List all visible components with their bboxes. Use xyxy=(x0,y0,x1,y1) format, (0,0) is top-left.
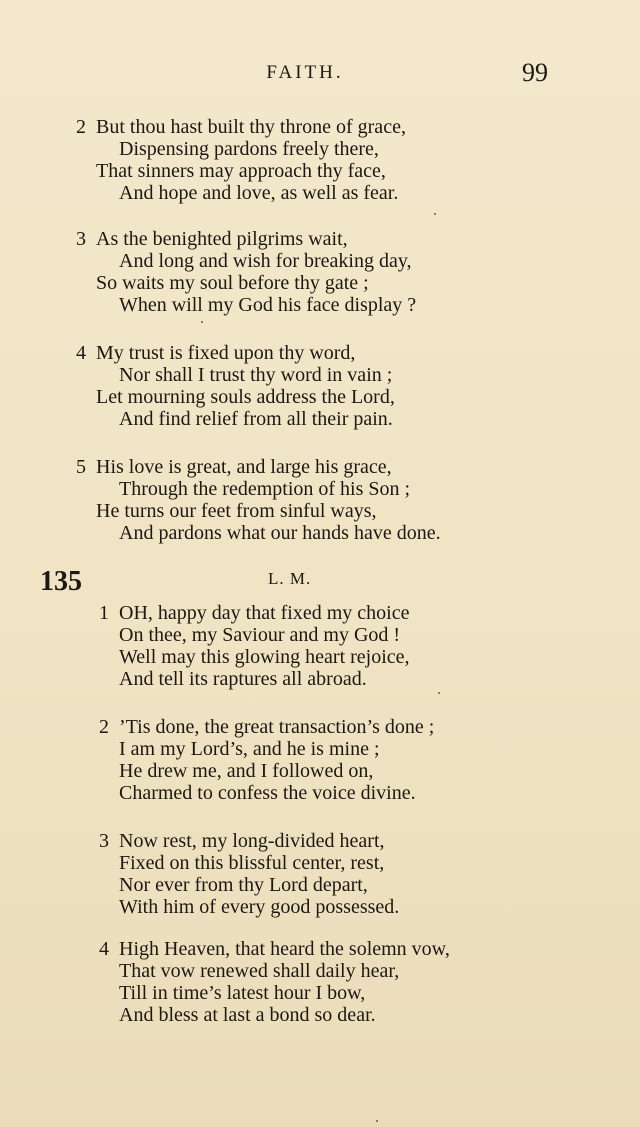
verse-line: Fixed on this blissful center, rest, xyxy=(119,852,385,874)
stanza-number: 1 xyxy=(99,602,109,624)
verse-line: Let mourning souls address the Lord, xyxy=(96,386,395,408)
verse-line: OH, happy day that fixed my choice xyxy=(119,602,410,624)
verse-line: That vow renewed shall daily hear, xyxy=(119,960,400,982)
verse-line: Now rest, my long-divided heart, xyxy=(119,830,385,852)
verse-line: And find relief from all their pain. xyxy=(119,408,393,430)
page-number: 99 xyxy=(522,58,548,87)
paper-speck xyxy=(438,692,440,694)
verse-line: Nor shall I trust thy word in vain ; xyxy=(119,364,393,386)
verse-line: He drew me, and I followed on, xyxy=(119,760,374,782)
hymn-135-stanza-3 xyxy=(99,830,559,918)
verse-line: Through the redemption of his Son ; xyxy=(119,478,411,500)
paper-speck xyxy=(201,321,203,323)
verse-line: ’Tis done, the great transaction’s done ; xyxy=(119,716,435,738)
stanza-2 xyxy=(76,116,536,204)
verse-line: As the benighted pilgrims wait, xyxy=(96,228,348,250)
verse-line: And pardons what our hands have done. xyxy=(119,522,441,544)
verse-line: High Heaven, that heard the solemn vow, xyxy=(119,938,450,960)
verse-line: Dispensing pardons freely there, xyxy=(119,138,379,160)
hymn-number: 135 xyxy=(40,566,82,597)
stanza-5 xyxy=(76,456,536,544)
verse-line: And long and wish for breaking day, xyxy=(119,250,412,272)
verse-line: But thou hast built thy throne of grace, xyxy=(96,116,406,138)
stanza-number: 3 xyxy=(76,228,86,250)
verse-line: With him of every good possessed. xyxy=(119,896,400,918)
stanza-3 xyxy=(76,228,536,316)
hymn-135-stanza-1 xyxy=(99,602,559,690)
stanza-number: 2 xyxy=(99,716,109,738)
verse-line: And hope and love, as well as fear. xyxy=(119,182,399,204)
page-title: FAITH. xyxy=(266,62,344,83)
hymn-135-stanza-2 xyxy=(99,716,559,804)
verse-line: Till in time’s latest hour I bow, xyxy=(119,982,366,1004)
hymn-135-stanza-4 xyxy=(99,938,559,1026)
verse-line: Nor ever from thy Lord depart, xyxy=(119,874,368,896)
verse-line: And bless at last a bond so dear. xyxy=(119,1004,376,1026)
verse-line: That sinners may approach thy face, xyxy=(96,160,386,182)
verse-line: Charmed to confess the voice divine. xyxy=(119,782,416,804)
verse-line: My trust is fixed upon thy word, xyxy=(96,342,356,364)
verse-line: His love is great, and large his grace, xyxy=(96,456,392,478)
verse-line: Well may this glowing heart rejoice, xyxy=(119,646,410,668)
stanza-number: 4 xyxy=(99,938,109,960)
stanza-number: 4 xyxy=(76,342,86,364)
stanza-number: 3 xyxy=(99,830,109,852)
verse-line: So waits my soul before thy gate ; xyxy=(96,272,369,294)
stanza-number: 5 xyxy=(76,456,86,478)
verse-line: When will my God his face display ? xyxy=(119,294,417,316)
verse-line: On thee, my Saviour and my God ! xyxy=(119,624,401,646)
paper-speck xyxy=(434,213,436,215)
verse-line: He turns our feet from sinful ways, xyxy=(96,500,377,522)
stanza-number: 2 xyxy=(76,116,86,138)
verse-line: And tell its raptures all abroad. xyxy=(119,668,367,690)
stanza-4 xyxy=(76,342,536,430)
paper-speck xyxy=(376,1120,378,1122)
hymn-meter: L. M. xyxy=(268,569,312,588)
verse-line: I am my Lord’s, and he is mine ; xyxy=(119,738,380,760)
